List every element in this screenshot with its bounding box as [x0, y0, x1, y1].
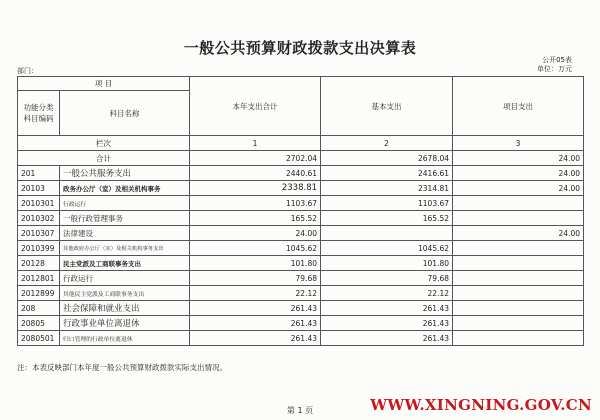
row-total: 261.43	[190, 316, 321, 331]
row-total: 79.68	[190, 271, 321, 286]
table-row	[18, 316, 584, 331]
row-name: 社会保障和就业支出	[60, 301, 190, 316]
row-total: 2440.61	[190, 166, 321, 181]
column-label: 栏次	[18, 136, 190, 151]
row-project	[453, 286, 584, 301]
total-row	[18, 151, 584, 166]
row-code: 2080501	[18, 331, 60, 346]
header-basic: 基本支出	[321, 77, 453, 136]
footnote: 注：本表反映部门本年度一般公共预算财政拨款实际支出情况。	[17, 363, 227, 372]
row-name: 民主党派及工商联事务支出	[60, 256, 190, 271]
table-row	[18, 286, 584, 301]
row-name: 政务办公厅（室）及相关机构事务	[60, 181, 190, 196]
page-title: 一般公共预算财政拨款支出决算表	[183, 39, 417, 57]
row-basic	[321, 226, 453, 241]
row-code: 2010307	[18, 226, 60, 241]
row-project	[453, 256, 584, 271]
row-total: 261.43	[190, 331, 321, 346]
row-name: 一般公共服务支出	[60, 166, 190, 181]
row-total: 2338.81	[190, 181, 321, 196]
row-total: 1103.67	[190, 196, 321, 211]
header-func-code: 功能分类 科目编码	[18, 91, 60, 136]
column-number-3: 3	[453, 136, 584, 151]
row-project	[453, 331, 584, 346]
row-basic: 22.12	[321, 286, 453, 301]
row-basic: 1045.62	[321, 241, 453, 256]
header-row-item	[18, 77, 584, 91]
row-project	[453, 211, 584, 226]
row-basic: 1103.67	[321, 196, 453, 211]
table-row	[18, 241, 584, 256]
total-project: 24.00	[453, 151, 584, 166]
table-row	[18, 331, 584, 346]
row-project: 24.00	[453, 181, 584, 196]
row-name: 法律建设	[60, 226, 190, 241]
column-number-row	[18, 136, 584, 151]
row-basic: 2314.81	[321, 181, 453, 196]
table-row	[18, 256, 584, 271]
row-name: 归口管理的行政单位离退休	[60, 331, 190, 346]
row-basic: 261.43	[321, 316, 453, 331]
form-number: 公开05表	[542, 56, 572, 64]
row-code: 2010302	[18, 211, 60, 226]
row-total: 22.12	[190, 286, 321, 301]
row-project	[453, 196, 584, 211]
column-number-2: 2	[321, 136, 453, 151]
row-basic: 165.52	[321, 211, 453, 226]
row-code: 2010399	[18, 241, 60, 256]
row-basic: 79.68	[321, 271, 453, 286]
page-number: 第 1 页	[286, 406, 314, 415]
row-code: 201	[18, 166, 60, 181]
row-name: 其他民主党派及工商联事务支出	[60, 286, 190, 301]
row-total: 1045.62	[190, 241, 321, 256]
column-number-1: 1	[190, 136, 321, 151]
row-name: 一般行政管理事务	[60, 211, 190, 226]
row-code: 2012801	[18, 271, 60, 286]
row-basic: 101.80	[321, 256, 453, 271]
table-row	[18, 211, 584, 226]
row-name: 行政运行	[60, 271, 190, 286]
row-name: 行政事业单位离退休	[60, 316, 190, 331]
header-project: 项目支出	[453, 77, 584, 136]
total-value: 2702.04	[190, 151, 321, 166]
row-total: 165.52	[190, 211, 321, 226]
row-basic: 261.43	[321, 301, 453, 316]
table-row	[18, 166, 584, 181]
department-label: 部门：	[17, 67, 38, 75]
row-code: 208	[18, 301, 60, 316]
row-project	[453, 271, 584, 286]
total-label: 合计	[18, 151, 190, 166]
header-total: 本年支出合计	[190, 77, 321, 136]
row-project	[453, 316, 584, 331]
header-item: 项 目	[18, 77, 190, 91]
table-row	[18, 226, 584, 241]
expenditure-table	[17, 76, 584, 346]
row-total: 24.00	[190, 226, 321, 241]
row-name: 其他政府办公厅（室）及相关机构事务支出	[60, 241, 190, 256]
table-row	[18, 181, 584, 196]
row-basic: 261.43	[321, 331, 453, 346]
header-subject-name: 科目名称	[60, 91, 190, 136]
row-total: 101.80	[190, 256, 321, 271]
row-code: 2010301	[18, 196, 60, 211]
table-row	[18, 196, 584, 211]
row-total: 261.43	[190, 301, 321, 316]
row-code: 20805	[18, 316, 60, 331]
unit-label: 单位：万元	[537, 65, 572, 73]
row-project: 24.00	[453, 166, 584, 181]
table-row	[18, 301, 584, 316]
row-project: 24.00	[453, 226, 584, 241]
row-code: 20128	[18, 256, 60, 271]
total-basic: 2678.04	[321, 151, 453, 166]
row-name: 行政运行	[60, 196, 190, 211]
table-row	[18, 271, 584, 286]
row-project	[453, 301, 584, 316]
row-code: 20103	[18, 181, 60, 196]
row-code: 2012899	[18, 286, 60, 301]
row-project	[453, 241, 584, 256]
row-basic: 2416.61	[321, 166, 453, 181]
site-watermark: WWW.XINGNING.GOV.CN	[370, 396, 592, 414]
